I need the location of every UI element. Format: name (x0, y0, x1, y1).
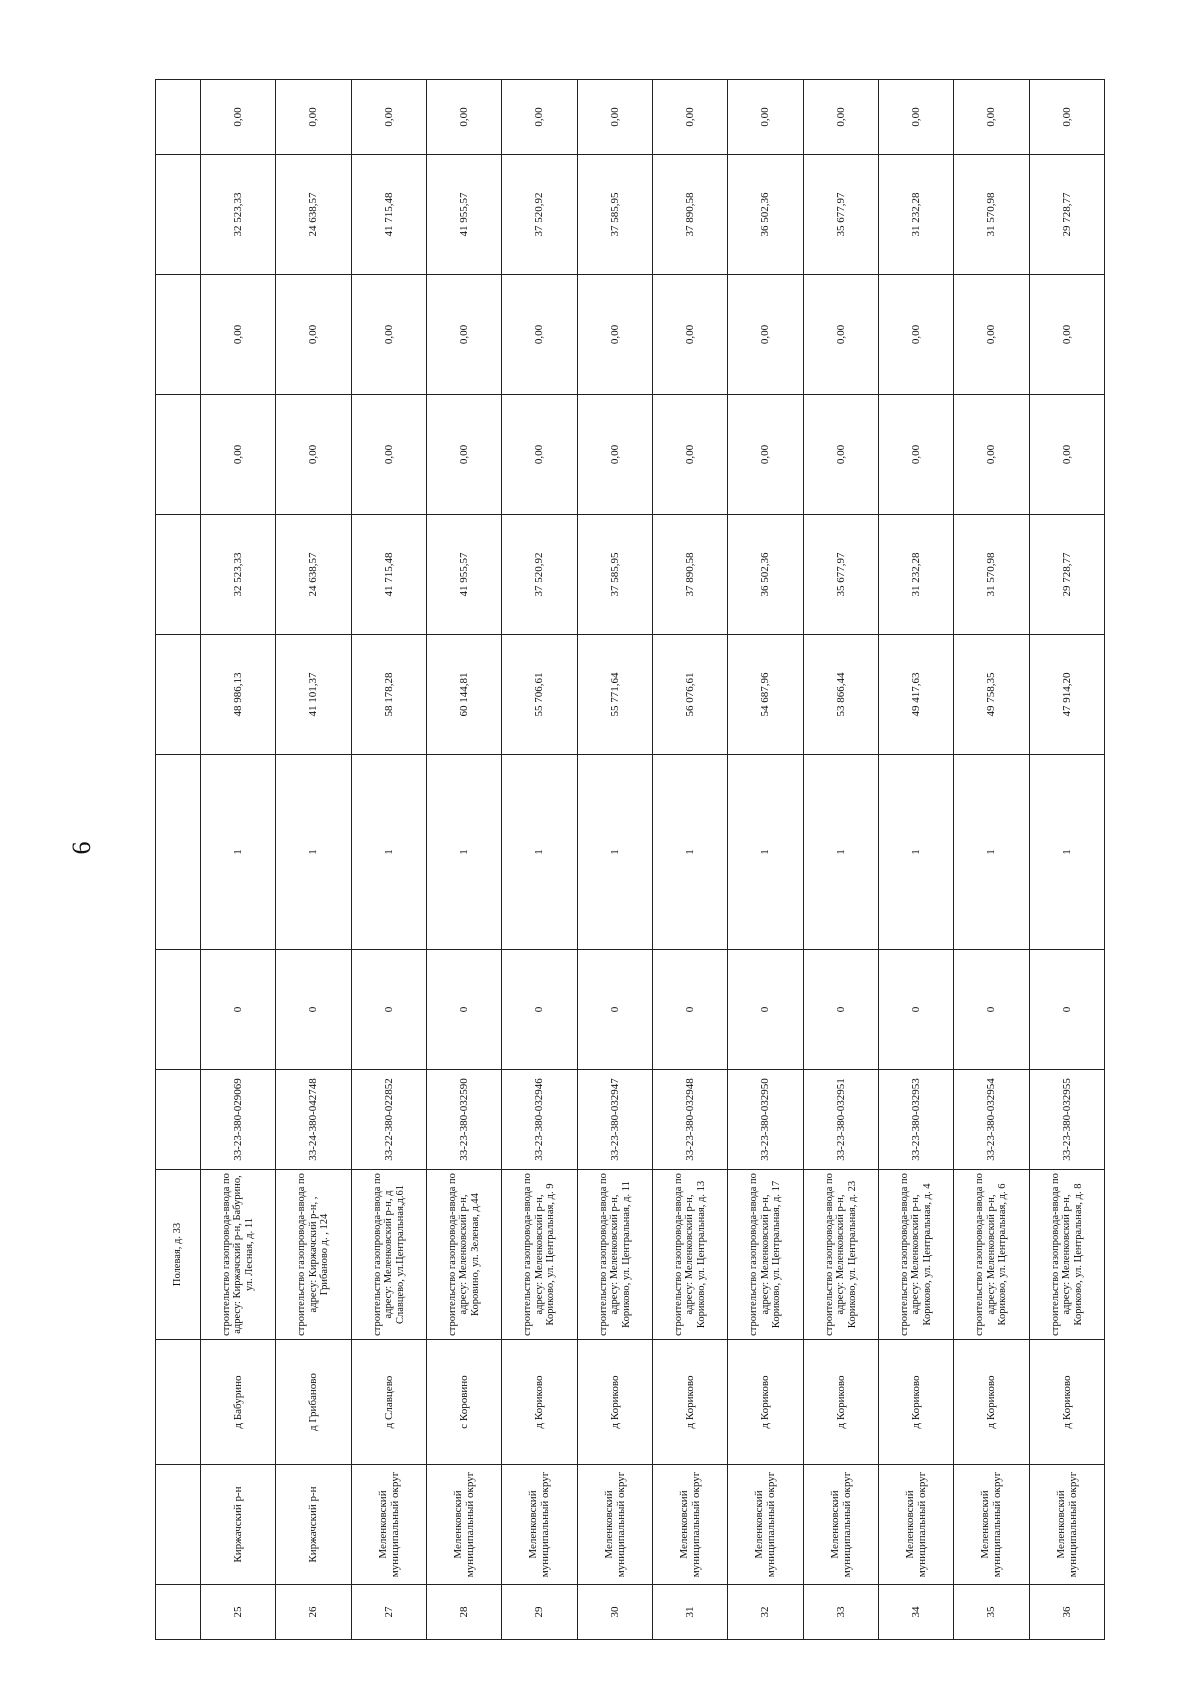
district-cell: Меленковский муниципальный округ (652, 1465, 727, 1585)
address-cell: строительство газопровода-ввода по адресу: Меленковский р-н, Коровино, ул. Зеленая, д.44 (426, 1170, 501, 1340)
row-number-cell: 26 (276, 1585, 351, 1640)
value-cell: 1 (954, 755, 1029, 950)
amount-cell: 37 890,58 (652, 155, 727, 275)
amount-cell: 0,00 (201, 395, 276, 515)
amount-cell: 41 101,37 (276, 635, 351, 755)
amount-cell: 0,00 (803, 395, 878, 515)
settlement-cell: д Кориково (803, 1340, 878, 1465)
value-cell: 0 (201, 950, 276, 1070)
address-cell: строительство газопровода-ввода по адресу: Киржачский р-н, Бабурино, ул. Лесная, д. 11 (201, 1170, 276, 1340)
amount-cell: 41 955,57 (426, 515, 501, 635)
object-code-cell: 33-23-380-032951 (803, 1070, 878, 1170)
amount-cell: 0,00 (426, 80, 501, 155)
district-cell: Меленковский муниципальный округ (577, 1465, 652, 1585)
amount-cell: 37 890,58 (652, 515, 727, 635)
address-cell: строительство газопровода-ввода по адресу: Меленковский р-н, д Славцево, ул.Центральная,д.61 (351, 1170, 426, 1340)
continuation-row (156, 80, 201, 1640)
amount-cell: 24 638,57 (276, 155, 351, 275)
amount-cell: 60 144,81 (426, 635, 501, 755)
table-row (954, 80, 1029, 1640)
amount-cell: 0,00 (502, 80, 577, 155)
amount-cell: 54 687,96 (728, 635, 803, 755)
amount-cell: 48 986,13 (201, 635, 276, 755)
amount-cell: 55 706,61 (502, 635, 577, 755)
row-number-cell: 28 (426, 1585, 501, 1640)
amount-cell: 36 502,36 (728, 155, 803, 275)
row-number-cell: 25 (201, 1585, 276, 1640)
district-cell: Меленковский муниципальный округ (502, 1465, 577, 1585)
address-cell: строительство газопровода-ввода по адресу: Меленковский р-н, Кориково, ул. Центральная, д. 6 (954, 1170, 1029, 1340)
value-cell: 1 (878, 755, 953, 950)
amount-cell: 0,00 (954, 395, 1029, 515)
address-cell: строительство газопровода-ввода по адресу: Меленковский р-н, Кориково, ул. Центральная, д. 13 (652, 1170, 727, 1340)
amount-cell: 0,00 (728, 80, 803, 155)
amount-cell: 31 570,98 (954, 515, 1029, 635)
amount-cell: 0,00 (577, 275, 652, 395)
amount-cell: 0,00 (577, 80, 652, 155)
amount-cell: 58 178,28 (351, 635, 426, 755)
amount-cell: 0,00 (652, 275, 727, 395)
value-cell: 0 (577, 950, 652, 1070)
table-row (577, 80, 652, 1640)
address-cell: строительство газопровода-ввода по адресу: Киржачский р-н, , Грибаново д. , 124 (276, 1170, 351, 1340)
page-number: 6 (67, 841, 96, 855)
amount-cell: 55 771,64 (577, 635, 652, 755)
settlement-cell: д Кориково (728, 1340, 803, 1465)
table-row (276, 80, 351, 1640)
table-row (728, 80, 803, 1640)
value-cell: 1 (502, 755, 577, 950)
amount-cell: 0,00 (276, 395, 351, 515)
amount-cell: 49 758,35 (954, 635, 1029, 755)
address-cell: строительство газопровода-ввода по адресу: Меленковский р-н, Кориково, ул. Центральная, д. 11 (577, 1170, 652, 1340)
table-row (502, 80, 577, 1640)
district-cell: Меленковский муниципальный округ (1029, 1465, 1104, 1585)
object-code-cell: 33-23-380-032950 (728, 1070, 803, 1170)
row-number-cell: 35 (954, 1585, 1029, 1640)
district-cell: Меленковский муниципальный округ (728, 1465, 803, 1585)
district-cell: Меленковский муниципальный округ (954, 1465, 1029, 1585)
settlement-cell: д Грибаново (276, 1340, 351, 1465)
settlement-cell: с Коровино (426, 1340, 501, 1465)
rotated-table-sheet (155, 80, 1105, 1640)
amount-cell: 0,00 (1029, 80, 1104, 155)
amount-cell: 35 677,97 (803, 155, 878, 275)
value-cell: 1 (728, 755, 803, 950)
amount-cell: 0,00 (351, 395, 426, 515)
amount-cell: 29 728,77 (1029, 515, 1104, 635)
amount-cell: 0,00 (878, 275, 953, 395)
table-row (878, 80, 953, 1640)
object-code-cell: 33-23-380-032947 (577, 1070, 652, 1170)
amount-cell: 24 638,57 (276, 515, 351, 635)
value-cell: 1 (577, 755, 652, 950)
amount-cell: 49 417,63 (878, 635, 953, 755)
amount-cell: 41 715,48 (351, 155, 426, 275)
amount-cell: 56 076,61 (652, 635, 727, 755)
row-number-cell: 30 (577, 1585, 652, 1640)
table-row (201, 80, 276, 1640)
amount-cell: 0,00 (426, 275, 501, 395)
amount-cell: 29 728,77 (1029, 155, 1104, 275)
district-cell: Киржачский р-н (276, 1465, 351, 1585)
amount-cell: 0,00 (728, 275, 803, 395)
amount-cell: 0,00 (878, 80, 953, 155)
amount-cell: 47 914,20 (1029, 635, 1104, 755)
object-code-cell: 33-23-380-032590 (426, 1070, 501, 1170)
settlement-cell: д Кориково (954, 1340, 1029, 1465)
row-number-cell: 29 (502, 1585, 577, 1640)
amount-cell: 0,00 (351, 80, 426, 155)
amount-cell: 0,00 (803, 80, 878, 155)
amount-cell: 31 570,98 (954, 155, 1029, 275)
value-cell: 0 (954, 950, 1029, 1070)
amount-cell: 0,00 (1029, 395, 1104, 515)
amount-cell: 0,00 (652, 395, 727, 515)
table-row (1029, 80, 1104, 1640)
amount-cell: 0,00 (426, 395, 501, 515)
amount-cell: 0,00 (652, 80, 727, 155)
district-cell: Киржачский р-н (201, 1465, 276, 1585)
amount-cell: 0,00 (502, 395, 577, 515)
district-cell: Меленковский муниципальный округ (351, 1465, 426, 1585)
district-cell: Меленковский муниципальный округ (803, 1465, 878, 1585)
amount-cell: 0,00 (201, 275, 276, 395)
amount-cell: 0,00 (201, 80, 276, 155)
settlement-cell: д Кориково (577, 1340, 652, 1465)
amount-cell: 37 585,95 (577, 515, 652, 635)
value-cell: 0 (652, 950, 727, 1070)
row-number-cell: 34 (878, 1585, 953, 1640)
amount-cell: 37 520,92 (502, 515, 577, 635)
data-table (155, 79, 1105, 1640)
district-cell: Меленковский муниципальный округ (426, 1465, 501, 1585)
settlement-cell: д Кориково (502, 1340, 577, 1465)
object-code-cell: 33-24-380-042748 (276, 1070, 351, 1170)
amount-cell: 37 585,95 (577, 155, 652, 275)
amount-cell: 36 502,36 (728, 515, 803, 635)
settlement-cell: д Бабурино (201, 1340, 276, 1465)
value-cell: 1 (1029, 755, 1104, 950)
address-cell: строительство газопровода-ввода по адресу: Меленковский р-н, Кориково, ул. Центральная, д. 9 (502, 1170, 577, 1340)
amount-cell: 0,00 (276, 80, 351, 155)
value-cell: 1 (351, 755, 426, 950)
amount-cell: 32 523,33 (201, 515, 276, 635)
amount-cell: 0,00 (803, 275, 878, 395)
settlement-cell: д Кориково (1029, 1340, 1104, 1465)
object-code-cell: 33-23-380-032955 (1029, 1070, 1104, 1170)
row-number-cell: 27 (351, 1585, 426, 1640)
amount-cell: 0,00 (1029, 275, 1104, 395)
value-cell: 1 (652, 755, 727, 950)
amount-cell: 0,00 (577, 395, 652, 515)
amount-cell: 0,00 (728, 395, 803, 515)
settlement-cell: д Кориково (652, 1340, 727, 1465)
amount-cell: 0,00 (954, 80, 1029, 155)
amount-cell: 41 955,57 (426, 155, 501, 275)
value-cell: 0 (728, 950, 803, 1070)
table-body (156, 80, 1105, 1640)
amount-cell: 32 523,33 (201, 155, 276, 275)
table-row (426, 80, 501, 1640)
value-cell: 0 (276, 950, 351, 1070)
value-cell: 1 (276, 755, 351, 950)
table-row (652, 80, 727, 1640)
amount-cell: 31 232,28 (878, 515, 953, 635)
settlement-cell: д Славцево (351, 1340, 426, 1465)
value-cell: 0 (426, 950, 501, 1070)
table-row (803, 80, 878, 1640)
address-cell: строительство газопровода-ввода по адресу: Меленковский р-н, Кориково, ул. Центральная, д. 17 (728, 1170, 803, 1340)
value-cell: 0 (803, 950, 878, 1070)
value-cell: 1 (201, 755, 276, 950)
value-cell: 0 (502, 950, 577, 1070)
object-code-cell: 33-23-380-032953 (878, 1070, 953, 1170)
amount-cell: 0,00 (878, 395, 953, 515)
row-number-cell: 36 (1029, 1585, 1104, 1640)
address-cell: строительство газопровода-ввода по адресу: Меленковский р-н, Кориково, ул. Центральная, д. 23 (803, 1170, 878, 1340)
object-code-cell: 33-22-380-022852 (351, 1070, 426, 1170)
row-number-cell: 33 (803, 1585, 878, 1640)
object-code-cell: 33-23-380-029069 (201, 1070, 276, 1170)
row-number-cell: 31 (652, 1585, 727, 1640)
address-cell: строительство газопровода-ввода по адресу: Меленковский р-н, Кориково, ул. Центральная, д. 4 (878, 1170, 953, 1340)
amount-cell: 35 677,97 (803, 515, 878, 635)
object-code-cell: 33-23-380-032954 (954, 1070, 1029, 1170)
value-cell: 0 (1029, 950, 1104, 1070)
object-code-cell: 33-23-380-032946 (502, 1070, 577, 1170)
table-row (351, 80, 426, 1640)
row-number-cell: 32 (728, 1585, 803, 1640)
address-tail-cell: Полевая, д. 33 (156, 1170, 201, 1340)
amount-cell: 37 520,92 (502, 155, 577, 275)
amount-cell: 31 232,28 (878, 155, 953, 275)
settlement-cell: д Кориково (878, 1340, 953, 1465)
object-code-cell: 33-23-380-032948 (652, 1070, 727, 1170)
address-cell: строительство газопровода-ввода по адресу: Меленковский р-н, Кориково, ул. Центральная, д. 8 (1029, 1170, 1104, 1340)
amount-cell: 0,00 (276, 275, 351, 395)
value-cell: 0 (351, 950, 426, 1070)
amount-cell: 53 866,44 (803, 635, 878, 755)
amount-cell: 0,00 (954, 275, 1029, 395)
value-cell: 1 (426, 755, 501, 950)
value-cell: 0 (878, 950, 953, 1070)
district-cell: Меленковский муниципальный округ (878, 1465, 953, 1585)
amount-cell: 0,00 (502, 275, 577, 395)
amount-cell: 41 715,48 (351, 515, 426, 635)
amount-cell: 0,00 (351, 275, 426, 395)
value-cell: 1 (803, 755, 878, 950)
